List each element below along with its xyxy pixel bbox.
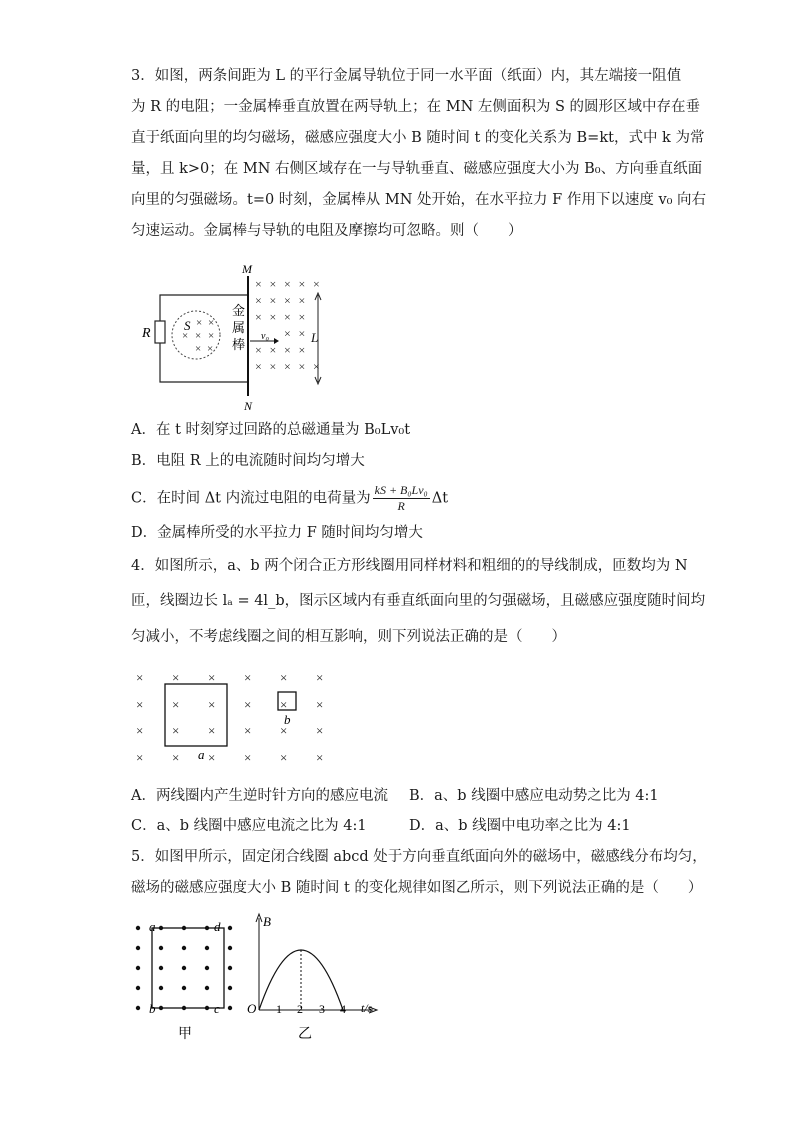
field-cross: × — [136, 723, 144, 738]
field-cross: × — [208, 670, 216, 685]
field-dot — [136, 1006, 140, 1010]
field-cross: × — [136, 670, 144, 685]
cross: × — [182, 330, 189, 342]
q3-label-S: S — [184, 318, 191, 333]
field-cross: × — [284, 326, 291, 341]
field-cross: × — [280, 750, 288, 765]
q5-caption-jia: 甲 — [178, 1027, 192, 1042]
q3-right-field-crosses — [255, 277, 320, 374]
q3-line-3: 直于纸面向里的均匀磁场，磁感应强度大小 B 随时间 t 的变化关系为 B=kt，式中 k 为常 — [131, 130, 705, 146]
q5-axis-y-label: B — [263, 914, 271, 929]
q4-line-2: 匝，线圈边长 lₐ = 4l_b，图示区域内有垂直纸面向里的匀强磁场，且磁感应强度随时间均 — [131, 593, 706, 609]
field-dot — [205, 966, 209, 970]
cross: × — [195, 343, 202, 355]
field-cross: × — [172, 670, 180, 685]
q3-option-c-denominator: R — [397, 499, 405, 513]
field-dot — [159, 966, 163, 970]
field-cross: × — [172, 697, 180, 712]
field-cross: × — [244, 670, 252, 685]
q4-line-3: 匀减小，不考虑线圈之间的相互影响，则下列说法正确的是（ ） — [131, 629, 566, 645]
field-cross: × — [316, 750, 324, 765]
field-dot — [136, 946, 140, 950]
field-dot — [228, 926, 232, 930]
field-cross: × — [244, 697, 252, 712]
q4-line-1: 4．如图所示，a、b 两个闭合正方形线圈用同样材料和粗细的的导线制成，匝数均为 N — [131, 558, 688, 574]
cross: × — [196, 317, 203, 329]
q4-label-b: b — [284, 712, 291, 727]
field-dot — [205, 946, 209, 950]
q3-rod-label-2: 属 — [232, 320, 246, 335]
field-cross: × — [280, 670, 288, 685]
q5-label-a: a — [149, 919, 156, 934]
field-cross: × — [269, 310, 277, 324]
field-dot — [182, 986, 186, 990]
q5-tick-2: 2 — [297, 1002, 303, 1016]
q3-option-c-fraction — [373, 483, 430, 514]
field-cross: × — [208, 750, 216, 765]
field-dot — [136, 986, 140, 990]
field-cross: × — [284, 343, 291, 357]
field-cross: × — [269, 277, 277, 291]
field-cross: × — [298, 359, 306, 374]
field-cross: × — [208, 723, 216, 738]
field-cross: × — [298, 343, 306, 357]
q5-origin: O — [247, 1001, 257, 1016]
field-dot — [228, 946, 232, 950]
q4-field-crosses — [136, 670, 323, 765]
q5-label-b: b — [149, 1001, 156, 1016]
q3-option-d[interactable]: D．金属棒所受的水平拉力 F 随时间均匀增大 — [131, 525, 423, 541]
cross: × — [195, 330, 202, 342]
q5-tick-1: 1 — [276, 1002, 282, 1016]
q5-axis-x-label-text: t/s — [361, 1001, 373, 1015]
q3-option-c[interactable] — [131, 483, 448, 514]
q4-option-b[interactable]: B．a、b 线圈中感应电动势之比为 4:1 — [409, 788, 659, 804]
q5-tick-3: 3 — [319, 1002, 325, 1016]
field-cross: × — [284, 293, 291, 308]
q3-rod-label-1: 金 — [232, 303, 246, 318]
q5-caption-yi: 乙 — [298, 1027, 312, 1042]
field-cross: × — [269, 343, 277, 357]
field-cross: × — [255, 277, 262, 291]
field-cross: × — [269, 359, 277, 374]
field-dot — [205, 986, 209, 990]
field-cross: × — [172, 750, 180, 765]
field-dot — [159, 946, 163, 950]
q3-option-b[interactable]: B．电阻 R 上的电流随时间均匀增大 — [131, 453, 365, 469]
q3-figure — [138, 258, 348, 414]
cross: × — [208, 330, 215, 342]
q3-line-6: 匀速运动。金属棒与导轨的电阻及摩擦均可忽略。则（ ） — [131, 223, 523, 239]
field-dot — [228, 966, 232, 970]
field-cross: × — [280, 723, 288, 738]
field-cross: × — [298, 293, 306, 308]
field-dot — [228, 1006, 232, 1010]
q3-line-4: 量，且 k>0；在 MN 右侧区域存在一与导轨垂直、磁感应强度大小为 B₀、方向垂直纸面 — [131, 161, 703, 177]
q3-line-5: 向里的匀强磁场。t=0 时刻，金属棒从 MN 处开始，在水平拉力 F 作用下以速度 v₀ 向右 — [131, 192, 707, 208]
field-cross: × — [244, 750, 252, 765]
field-dot — [159, 986, 163, 990]
field-cross: × — [136, 697, 144, 712]
cross: × — [207, 343, 214, 355]
q3-option-a[interactable]: A．在 t 时刻穿过回路的总磁通量为 B₀Lv₀t — [131, 422, 411, 438]
field-dot — [136, 926, 140, 930]
q4-option-c[interactable]: C．a、b 线圈中感应电流之比为 4:1 — [131, 818, 367, 834]
field-cross: × — [316, 697, 324, 712]
q3-label-L: L — [311, 330, 319, 345]
field-cross: × — [255, 343, 262, 357]
field-cross: × — [316, 670, 324, 685]
field-dot — [136, 966, 140, 970]
field-cross: × — [255, 293, 262, 308]
field-cross: × — [284, 359, 291, 374]
field-dot — [228, 986, 232, 990]
q3-label-R: R — [142, 326, 151, 341]
field-cross: × — [284, 310, 291, 324]
q3-option-c-numerator: kS + B₀Lv₀ — [374, 483, 428, 497]
q3-option-c-suffix: Δt — [431, 490, 449, 507]
q5-line-2: 磁场的磁感应强度大小 B 随时间 t 的变化规律如图乙所示，则下列说法正确的是（ ） — [131, 880, 703, 896]
q4-option-d[interactable]: D．a、b 线圈中电功率之比为 4:1 — [409, 818, 631, 834]
field-cross: × — [313, 277, 320, 291]
q4-option-a[interactable]: A．两线圈内产生逆时针方向的感应电流 — [131, 788, 388, 804]
field-cross: × — [284, 277, 291, 291]
field-cross: × — [255, 310, 262, 324]
q5-label-c: c — [214, 1001, 220, 1016]
q5-figure-yi — [243, 910, 383, 1044]
field-dot — [182, 946, 186, 950]
q5-field-dots — [136, 926, 232, 1010]
q3-line-1: 3．如图，两条间距为 L 的平行金属导轨位于同一水平面（纸面）内，其左端接一阻值 — [131, 68, 682, 84]
field-dot — [182, 966, 186, 970]
q3-rod-label-3: 棒 — [232, 337, 246, 352]
q5-figure-jia — [130, 912, 240, 1042]
field-cross: × — [313, 359, 320, 374]
q3-label-N: N — [244, 399, 253, 413]
q3-line-2: 为 R 的电阻；一金属棒垂直放置在两导轨上；在 MN 左侧面积为 S 的圆形区域中存在垂 — [131, 99, 701, 115]
q5-tick-4: 4 — [340, 1002, 346, 1016]
q4-figure — [130, 664, 340, 768]
field-cross: × — [208, 697, 216, 712]
field-cross: × — [172, 723, 180, 738]
field-cross: × — [244, 723, 252, 738]
q3-label-v0: v₀ — [261, 331, 269, 342]
q3-option-c-prefix: C．在时间 Δt 内流过电阻的电荷量为 — [131, 490, 371, 507]
field-cross: × — [298, 326, 306, 341]
field-cross: × — [280, 697, 288, 712]
cross: × — [208, 317, 215, 329]
q5-line-1: 5．如图甲所示，固定闭合线圈 abcd 处于方向垂直纸面向外的磁场中，磁感线分布均匀， — [131, 849, 707, 865]
q4-label-a: a — [198, 747, 205, 762]
q3-label-M: M — [242, 262, 252, 276]
field-cross: × — [316, 723, 324, 738]
q3-resistor — [155, 321, 165, 343]
field-cross: × — [255, 359, 262, 374]
field-cross: × — [269, 293, 277, 308]
field-cross: × — [298, 277, 306, 291]
field-cross: × — [298, 310, 306, 324]
q5-label-d: d — [214, 919, 221, 934]
field-cross: × — [136, 750, 144, 765]
